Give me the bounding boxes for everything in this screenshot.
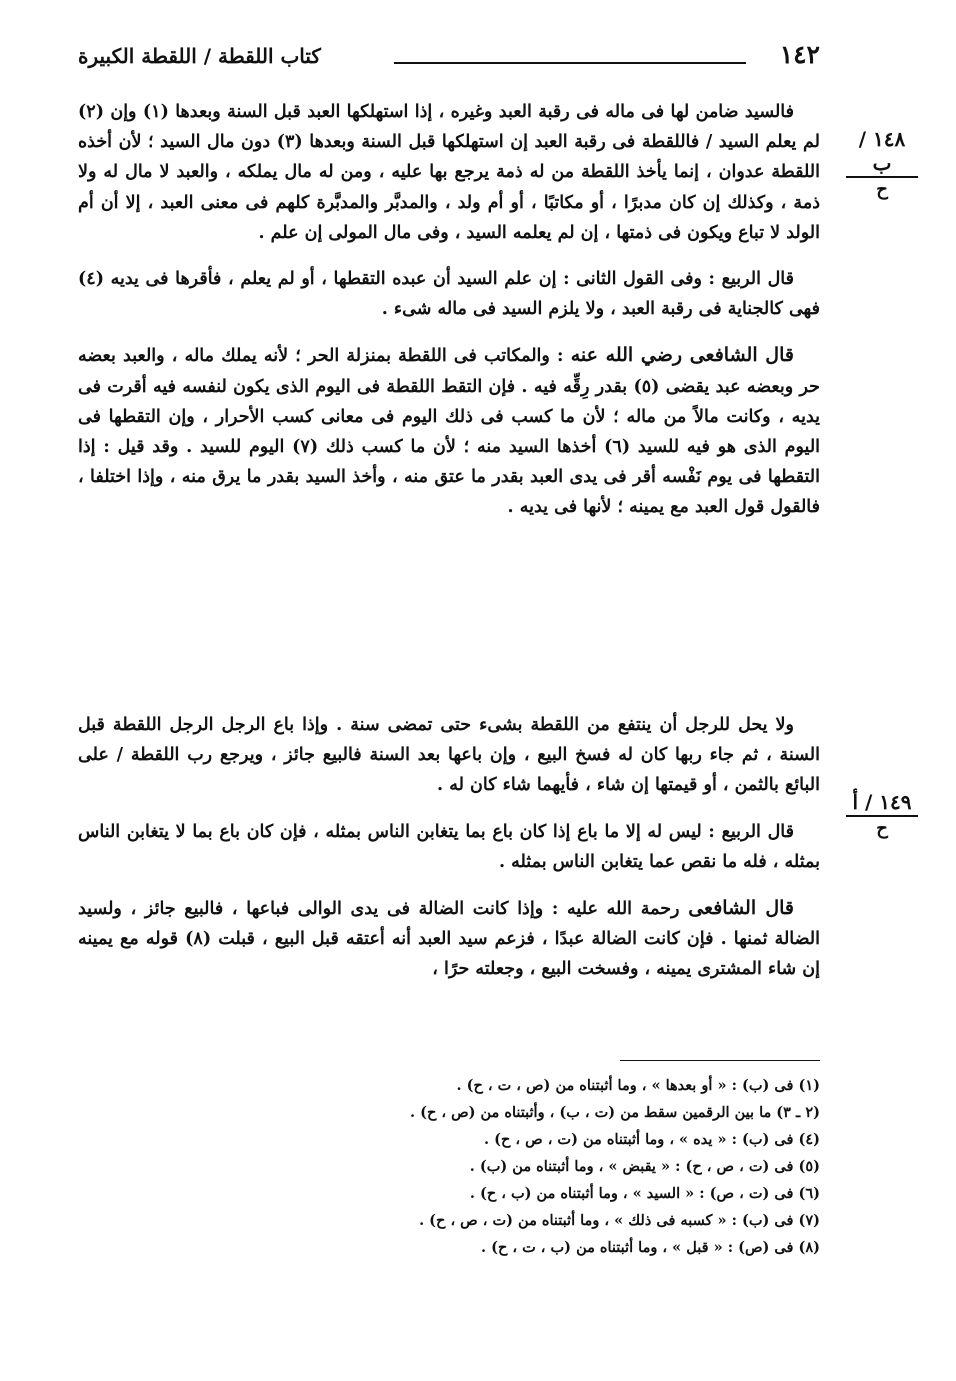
page-header [78, 38, 820, 82]
paragraph-text: ولا يحل للرجل أن ينتفع من اللقطة بشىء حتى تمضى سنة . وإذا باع الرجل الرجل اللقطة قبل السنة ، ثم جاء ربها كان له فسخ البيع ، وإن باعها بعد السنة فالبيع جائز ، ويرجع رب اللقطة / على البائع بالثمن ، أو قيمتها إن شاء ، فأيهما شاء كان له . [78, 715, 820, 796]
footnote: (٤) فى (ب) : « يده » ، وما أثبتناه من (ت ، ص ، ح) . [484, 1131, 820, 1148]
paragraph-text: رحمة الله عليه : وإذا كانت الضالة فى يدى الوالى فباعها ، فالبيع جائز ، ولسيد الضالة ثمنها . فإن كانت الضالة عبدًا ، فزعم سيد العبد أنه أعتقه قبل البيع ، قبلت (٨) قوله مع يمينه إن شاء المشترى يمينه ، وفسخت البيع ، وجعلته حرًا ، [78, 899, 820, 980]
margin-folio-ref [846, 127, 918, 202]
footnote: (٥) فى (ت ، ص ، ح) : « يقبض » ، وما أثبتناه من (ب) . [469, 1158, 820, 1175]
footnote: (٧) فى (ب) : « كسبه فى ذلك » ، وما أثبتناه من (ت ، ص ، ح) . [419, 1212, 820, 1229]
manuscript-siglum: ح [876, 179, 888, 200]
paragraph-text: قال الربيع : وفى القول الثانى : إن علم السيد أن عبده التقطها ، أو لم يعلم ، فأقرها فى يديه (٤) فهى كالجناية فى رقبة العبد ، ولا يلزم السيد فى ماله شىء . [78, 269, 820, 320]
paragraph [78, 97, 820, 248]
paragraph [78, 340, 820, 522]
footnote-separator [620, 1060, 820, 1061]
paragraph-text: فالسيد ضامن لها فى ماله فى رقبة العبد وغيره ، إذا استهلكها العبد قبل السنة وبعدها (١) وإن (٢) لم يعلم السيد / فاللقطة فى رقبة العبد إن استهلكها قبل السنة وبعدها (٣) دون مال السيد ؛ لأن أخذه اللقطة عدوان ، إنما يأخذ اللقطة من له ذمة يرجع بها عليه ، ومن له مال يملكه ، والعبد لا مال له ولا ذمة ، وكذلك إن كان مدبرًا ، أو مكاتبًا ، أو أم ولد ، والمدبَّر والمدبَّرة كلهم فى معنى العبد ، إلا أن أم الولد لا تباع ويكون فى ذمتها ، إن لم يعلمه السيد ، وفى مال المولى إن علم . [78, 102, 820, 243]
paragraph [78, 817, 820, 877]
footnote: (٢ ـ ٣) ما بين الرقمين سقط من (ت ، ب) ، وأثبتناه من (ص ، ح) . [409, 1104, 820, 1121]
folio-number: ١٤٨ / ب [846, 127, 918, 178]
margin-folio-ref [846, 790, 918, 841]
main-text-part-2 [78, 710, 820, 985]
speaker-label: قال الشافعى رضي الله عنه [570, 344, 794, 367]
footnotes-list [300, 1072, 820, 1261]
main-text-part-1 [78, 97, 820, 523]
folio-number: ١٤٩ / أ [846, 790, 918, 817]
running-title: كتاب اللقطة / اللقطة الكبيرة [78, 44, 321, 68]
paragraph-text: قال الربيع : ليس له إلا ما باع إذا كان باع بما يتغابن الناس بمثله ، فإن كان باع بما لا يتغابن الناس بمثله ، فله ما نقص عما يتغابن الناس بمثله . [78, 821, 820, 872]
page-number: ١٤٢ [779, 40, 820, 69]
speaker-label: قال الشافعى [688, 897, 795, 920]
paragraph [78, 710, 820, 801]
paragraph [78, 893, 820, 985]
manuscript-siglum: ح [876, 818, 888, 839]
footnote: (٨) فى (ص) : « قبل » ، وما أثبتناه من (ب ، ت ، ح) . [480, 1239, 820, 1256]
footnote: (٦) فى (ت ، ص) : « السيد » ، وما أثبتناه من (ب ، ح) . [469, 1185, 820, 1202]
footnote: (١) فى (ب) : « أو بعدها » ، وما أثبتناه من (ص ، ت ، ح) . [456, 1077, 820, 1094]
header-rule [394, 62, 746, 64]
paragraph [78, 264, 820, 324]
paragraph-text: : والمكاتب فى اللقطة بمنزلة الحر ؛ لأنه يملك ماله ، والعبد بعضه حر وبعضه عبد يقضى (٥) بقدر رِقِّه فيه . فإن التقط اللقطة فى اليوم الذى يكون لنفسه فيه أقرت فى يديه ، وكانت مالاً من ماله ؛ لأن ما كسب فى ذلك اليوم فى معانى كسب الأحرار ، وإن التقطها فى اليوم الذى هو فيه للسيد (٦) أخذها السيد منه ؛ لأن ما كسب ذلك (٧) اليوم للسيد . وقد قيل : إذا التقطها فى يوم نَفْسه أقر فى يدى العبد بقدر ما عتق منه ، وأخذ السيد بقدر ما يرق منه ، وإذا اختلفا ، فالقول قول العبد مع يمينه ؛ لأنها فى يديه . [78, 346, 821, 518]
